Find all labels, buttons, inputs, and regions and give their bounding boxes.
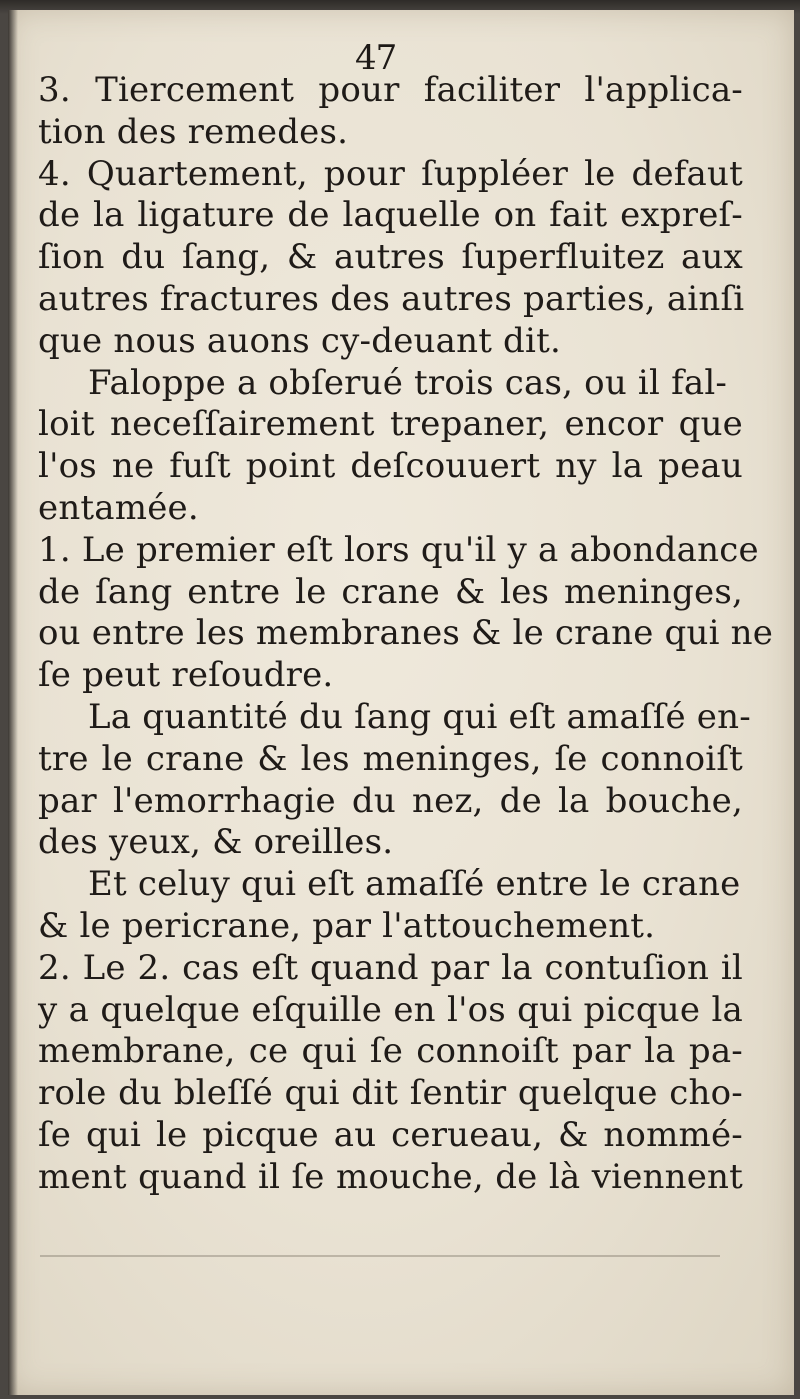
text-line: La quantité du ſang qui eſt amaſſé en- — [88, 696, 751, 737]
text-line: role du bleſſé qui dit ſentir quelque cho- — [38, 1073, 743, 1114]
text-line: 3. Tiercement pour faciliter l'applica- — [38, 70, 743, 110]
text-line: membrane, ce qui ſe connoiſt par la pa- — [38, 1031, 743, 1072]
text-line: ment quand il ſe mouche, de là viennent — [38, 1156, 743, 1197]
text-line: de ſang entre le crane & les meninges, — [38, 571, 743, 612]
text-line: 2. Le 2. cas eſt quand par la contuſion il — [38, 947, 743, 988]
text-line: tion des remedes. — [38, 111, 349, 152]
text-line: l'os ne fuſt point deſcouuert ny la peau — [38, 446, 743, 487]
text-line: loit neceſſairement trepaner, encor que — [38, 404, 743, 445]
text-line: Et celuy qui eſt amaſſé entre le crane — [88, 864, 741, 905]
text-line: ou entre les membranes & le crane qui ne — [38, 613, 774, 654]
text-line: tre le crane & les meninges, ſe connoiſt — [38, 738, 743, 779]
text-line: 4. Quartement, pour ſuppléer le defaut — [38, 153, 743, 194]
text-line: des yeux, & oreilles. — [38, 822, 394, 863]
text-line: ſe peut reſoudre. — [38, 655, 334, 696]
page-number: 47 — [355, 38, 397, 78]
text-line: entamée. — [38, 487, 199, 528]
text-line: ſe qui le picque au cerueau, & nommé- — [38, 1114, 743, 1155]
book-spine-shadow — [8, 10, 18, 1395]
text-line: par l'emorrhagie du nez, de la bouche, — [38, 780, 743, 821]
text-line: autres fractures des autres parties, ainſi — [38, 278, 745, 319]
text-line: Faloppe a obſerué trois cas, ou il fal- — [88, 362, 728, 403]
text-line: ſion du ſang, & autres ſuperfluitez aux — [38, 237, 743, 278]
text-line: de la ligature de laquelle on fait expreſ- — [38, 195, 743, 236]
text-line: que nous auons cy-deuant dit. — [38, 320, 561, 361]
bottom-print-shadow — [40, 1255, 720, 1257]
text-line: y a quelque eſquille en l'os qui picque la — [38, 989, 743, 1030]
text-line: & le pericrane, par l'attouchement. — [38, 905, 656, 946]
text-line: 1. Le premier eſt lors qu'il y a abondance — [38, 529, 759, 570]
body-text — [30, 70, 774, 1199]
